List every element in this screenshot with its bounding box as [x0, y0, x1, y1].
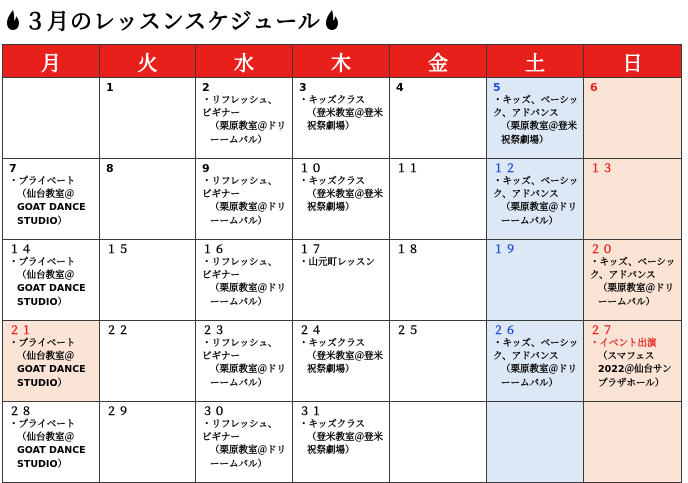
page-header [6, 3, 339, 37]
day-cell [100, 240, 196, 321]
day-number: １１ [396, 162, 420, 175]
day-cell [100, 402, 196, 483]
day-number: １２ [493, 162, 517, 175]
day-number: １７ [299, 243, 323, 256]
weekday-thu: 木 [293, 45, 390, 78]
event-item: ・キッズ、ベーシック、アドバンス [493, 176, 579, 201]
day-cell [390, 159, 487, 240]
day-number: ３０ [202, 405, 226, 418]
event-location: （栗原教室＠ドリーームパル） [210, 445, 287, 470]
day-cell [196, 159, 293, 240]
event-location: （仙台教室＠GOAT DANCE STUDIO） [17, 189, 86, 227]
event-item: ・リフレッシュ、 ビギナー [202, 176, 278, 201]
event-location: （登米教室＠登米祝祭劇場） [307, 432, 384, 457]
event-item: ・キッズクラス [299, 176, 366, 187]
day-cell [293, 78, 390, 159]
day-cell [3, 402, 100, 483]
day-cell [100, 78, 196, 159]
day-cell-saturday [487, 78, 584, 159]
event-location: （登米教室＠登米祝祭劇場） [307, 189, 384, 214]
day-number: ２８ [9, 405, 33, 418]
day-number: 2 [202, 81, 211, 94]
day-number: ２７ [590, 324, 614, 337]
weekday-sun: 日 [584, 45, 682, 78]
day-cell-sunday [584, 402, 682, 483]
weekday-sat: 土 [487, 45, 584, 78]
day-cell [3, 78, 100, 159]
day-cell [390, 402, 487, 483]
day-number: １４ [9, 243, 33, 256]
day-cell [390, 321, 487, 402]
event-location: （仙台教室＠GOAT DANCE STUDIO） [17, 270, 86, 308]
day-cell [100, 159, 196, 240]
event-item: ・リフレッシュ、 ビギナー [202, 338, 278, 363]
day-number: １３ [590, 162, 614, 175]
day-number: 8 [106, 162, 115, 175]
event-item: ・キッズ、ベーシック、アドバンス [590, 257, 676, 282]
weekday-wed: 水 [196, 45, 293, 78]
day-number: ３１ [299, 405, 323, 418]
event-location: （スマフェス 2022＠仙台サンプラザホール） [598, 351, 672, 389]
day-number: ２０ [590, 243, 614, 256]
day-number: 6 [590, 81, 599, 94]
day-cell [196, 402, 293, 483]
day-number: １０ [299, 162, 323, 175]
flame-icon [6, 9, 20, 31]
event-item-highlight: ・イベント出演 [590, 338, 657, 349]
event-item: ・キッズクラス [299, 419, 366, 430]
event-location: （仙台教室＠GOAT DANCE STUDIO） [17, 351, 86, 389]
weekday-mon: 月 [3, 45, 100, 78]
event-item: ・リフレッシュ、 ビギナー [202, 257, 278, 282]
day-number: １５ [106, 243, 130, 256]
day-cell-saturday [487, 402, 584, 483]
event-item: ・プライベート [9, 176, 76, 187]
event-item: ・リフレッシュ、 ビギナー [202, 95, 278, 120]
weekday-tue: 火 [100, 45, 196, 78]
day-number: ２１ [9, 324, 33, 337]
day-cell [293, 240, 390, 321]
calendar-week-row [3, 321, 682, 402]
day-number: 7 [9, 162, 18, 175]
calendar-week-row [3, 402, 682, 483]
page-title: ３月のレッスンスケジュール [24, 9, 321, 35]
event-location: （栗原教室＠ドリーームパル） [501, 364, 578, 389]
weekday-fri: 金 [390, 45, 487, 78]
day-cell-sunday [584, 321, 682, 402]
day-cell-saturday [487, 321, 584, 402]
event-location: （仙台教室＠GOAT DANCE STUDIO） [17, 432, 86, 470]
day-cell-saturday [487, 240, 584, 321]
day-number: ２５ [396, 324, 420, 337]
day-cell [293, 159, 390, 240]
event-item: ・プライベート [9, 338, 76, 349]
day-number: 5 [493, 81, 502, 94]
day-number: 3 [299, 81, 308, 94]
day-cell [196, 78, 293, 159]
day-cell-sunday [584, 159, 682, 240]
day-number: ２３ [202, 324, 226, 337]
day-cell-sunday [584, 78, 682, 159]
day-number: １８ [396, 243, 420, 256]
day-cell [100, 321, 196, 402]
event-item: ・キッズ、ベーシック、アドバンス [493, 338, 579, 363]
flame-icon [325, 9, 339, 31]
day-number: ２６ [493, 324, 517, 337]
event-location: （栗原教室＠ドリーームパル） [501, 202, 578, 227]
day-cell-highlighted [3, 321, 100, 402]
event-item: ・キッズ、ベーシック、アドバンス [493, 95, 579, 120]
event-location: （栗原教室＠登米祝祭劇場） [501, 121, 578, 146]
day-cell [196, 321, 293, 402]
event-item: ・リフレッシュ、 ビギナー [202, 419, 278, 444]
calendar-week-row [3, 159, 682, 240]
calendar-table [2, 44, 682, 483]
event-location: （登米教室＠登米祝祭劇場） [307, 351, 384, 376]
day-cell [3, 240, 100, 321]
day-cell-sunday [584, 240, 682, 321]
event-item: ・プライベート [9, 257, 76, 268]
day-number: 1 [106, 81, 115, 94]
event-item: ・山元町レッスン [299, 257, 375, 268]
day-number: １９ [493, 243, 517, 256]
event-location: （栗原教室＠ドリーームパル） [210, 364, 287, 389]
weekday-header-row [3, 45, 682, 78]
day-number [9, 81, 95, 94]
day-number: ２２ [106, 324, 130, 337]
event-location: （登米教室＠登米祝祭劇場） [307, 108, 384, 133]
day-number: 9 [202, 162, 211, 175]
day-cell [196, 240, 293, 321]
day-number: 4 [396, 81, 405, 94]
day-cell-saturday [487, 159, 584, 240]
event-item: ・キッズクラス [299, 95, 366, 106]
day-cell [293, 321, 390, 402]
day-number: ２４ [299, 324, 323, 337]
day-cell [3, 159, 100, 240]
event-item: ・キッズクラス [299, 338, 366, 349]
event-location: （栗原教室＠ドリーームパル） [210, 283, 287, 308]
day-number: ２９ [106, 405, 130, 418]
day-number: １６ [202, 243, 226, 256]
day-cell [293, 402, 390, 483]
day-cell [390, 78, 487, 159]
event-location: （栗原教室＠ドリーームパル） [210, 121, 287, 146]
calendar-week-row [3, 78, 682, 159]
event-location: （栗原教室＠ドリーームパル） [598, 283, 675, 308]
event-location: （栗原教室＠ドリーームパル） [210, 202, 287, 227]
calendar-week-row [3, 240, 682, 321]
event-item: ・プライベート [9, 419, 76, 430]
day-cell [390, 240, 487, 321]
